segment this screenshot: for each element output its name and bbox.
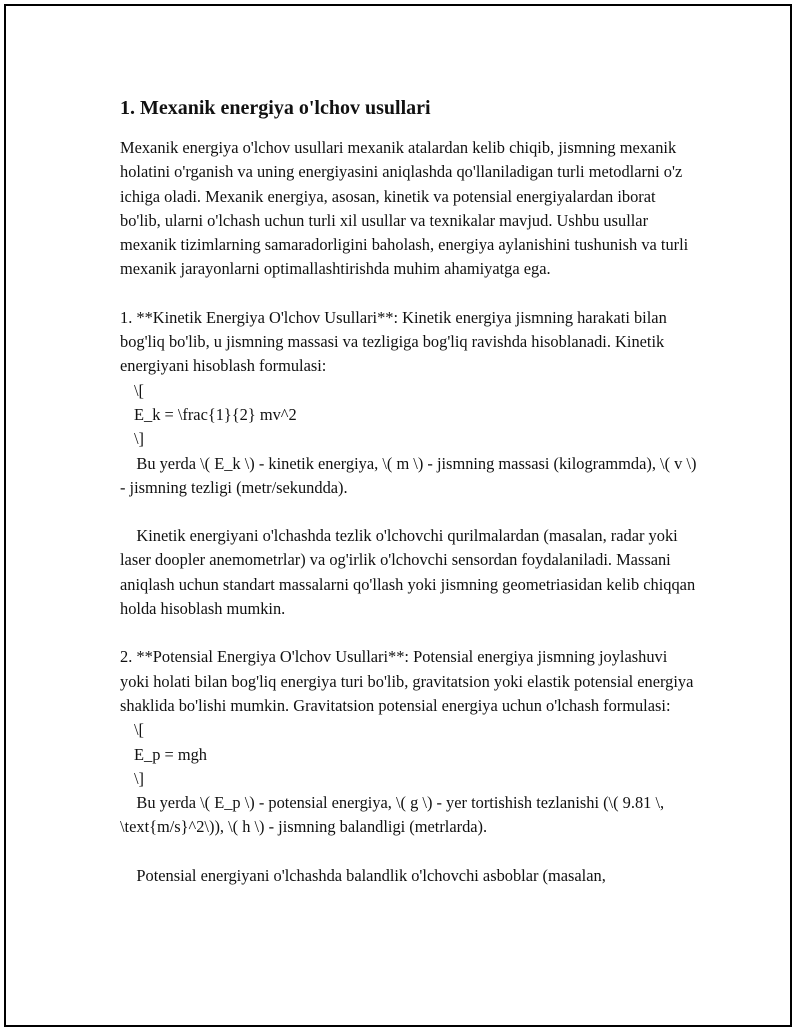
potential-where — [120, 791, 700, 840]
paragraph-gap — [120, 500, 700, 524]
potential-formula: E_p = mgh — [134, 744, 207, 764]
section-heading: 1. Mexanik energiya o'lchov usullari — [120, 97, 431, 119]
paragraph-gap — [120, 282, 700, 306]
kinetic-where — [120, 452, 700, 501]
kinetic-formula: E_k = \frac{1}{2} mv^2 — [134, 404, 297, 424]
potential-formula-close: \] — [134, 768, 145, 788]
potential-where-text: Bu yerda \( E_p \) - potensial energiya, \( g \) - yer tortishish tezlanishi (\( 9.81 \, \text{m/s}^2\)), \( h \) - jismning balandligi (metrlarda). — [120, 793, 665, 837]
potential-section — [120, 645, 700, 839]
paragraph-gap — [120, 840, 700, 864]
intro-paragraph: Mexanik energiya o'lchov usullari mexanik atalardan kelib chiqib, jismning mexanik holatini o'rganish va uning energiyasini aniqlashda qo'llaniladigan turli metodlarni o'z ichiga oladi. Mexanik energiya, asosan, kinetik va potensial energiyalardan iborat bo'lib, ularni o'lchash uchun turli xil usullar va texnikalar mavjud. Ushbu usullar mexanik tizimlarning samaradorligini baholash, energiya aylanishini tushunish va turli mexanik jarayonlarni optimallashtirishda muhim ahamiyatga ega. — [120, 138, 689, 279]
kinetic-intro: 1. **Kinetik Energiya O'lchov Usullari**: Kinetik energiya jismning harakati bilan bog'liq bo'lib, u jismning massasi va tezligiga bog'liq ravishda hisoblanadi. Kinetik energiyani hisoblash formulasi: — [120, 307, 667, 376]
document-body — [120, 94, 700, 888]
paragraph-gap — [120, 621, 700, 645]
potential-note-text: Potensial energiyani o'lchashda balandlik o'lchovchi asboblar (masalan, — [136, 865, 606, 885]
potential-note — [120, 864, 700, 888]
kinetic-note-text: Kinetik energiyani o'lchashda tezlik o'lchovchi qurilmalardan (masalan, radar yoki laser doopler anemometrlar) va og'irlik o'lchovchi sensordan foydalaniladi. Massani aniqlash uchun standart massalarni qo'llash yoki jismning geometriasidan kelib chiqqan holda hisoblash mumkin. — [120, 526, 696, 619]
document-page — [4, 4, 792, 1027]
kinetic-section — [120, 306, 700, 500]
kinetic-where-text: Bu yerda \( E_k \) - kinetik energiya, \( m \) - jismning massasi (kilogrammda), \( v \) - jismning tezligi (metr/sekundda). — [120, 453, 697, 497]
kinetic-note — [120, 524, 700, 621]
kinetic-formula-open: \[ — [134, 380, 145, 400]
potential-formula-open: \[ — [134, 720, 145, 740]
kinetic-formula-close: \] — [134, 429, 145, 449]
potential-intro: 2. **Potensial Energiya O'lchov Usullari**: Potensial energiya jismning joylashuvi yoki holati bilan bog'liq energiya turi bo'lib, gravitatsion yoki elastik potensial energiya shaklida bo'lishi mumkin. Gravitatsion potensial energiya uchun o'lchash formulasi: — [120, 647, 694, 715]
